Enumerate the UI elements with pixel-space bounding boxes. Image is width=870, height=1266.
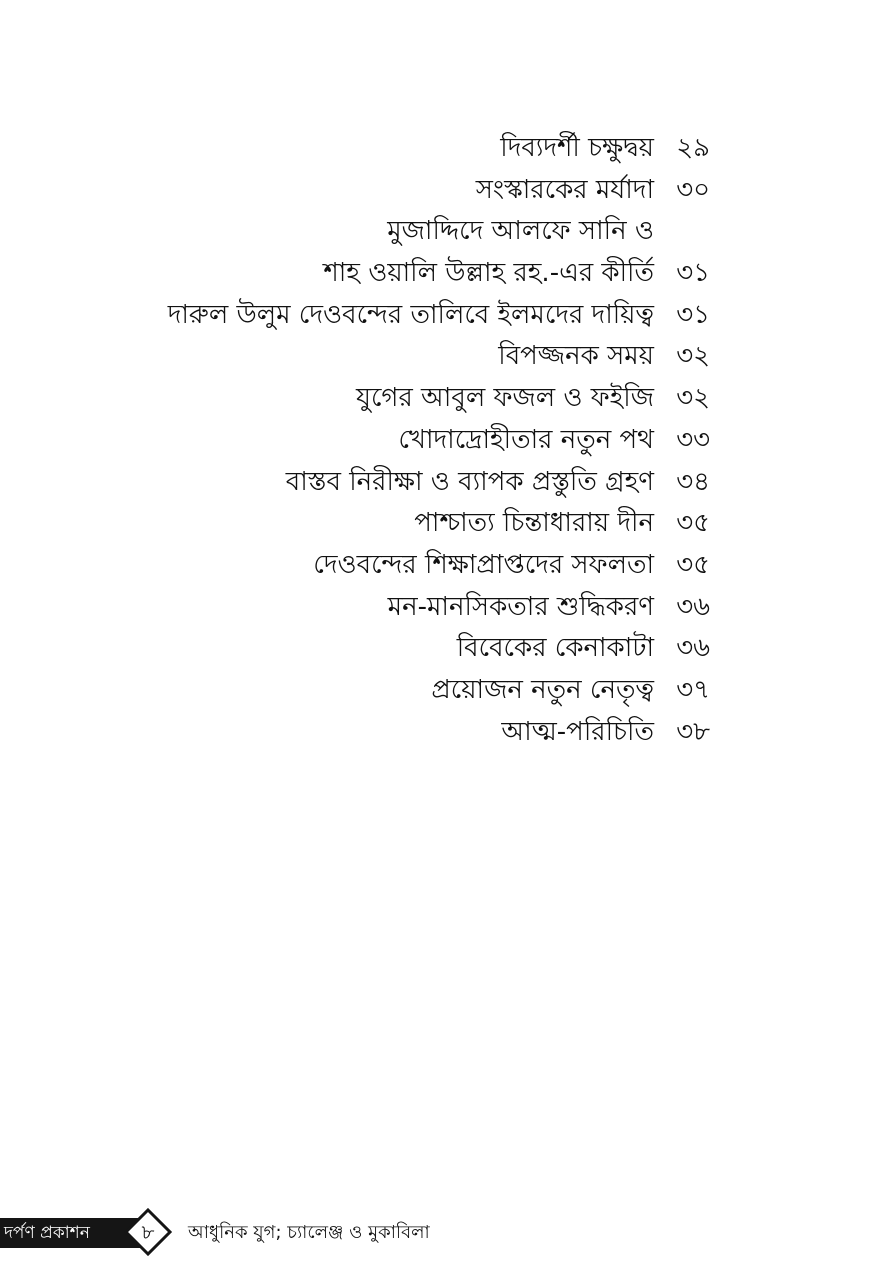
toc-entry <box>70 503 710 545</box>
toc-entry-title: দিব্যদর্শী চক্ষুদ্বয় <box>500 133 654 163</box>
toc-entry-page: ৩১ <box>676 258 710 289</box>
toc-entry-title: বিবেকের কেনাকাটা <box>456 633 654 664</box>
toc-entry-page: ৩৬ <box>676 633 710 664</box>
toc-entry-title: খোদাদ্রোহীতার নতুন পথ <box>398 424 654 455</box>
table-of-contents <box>70 128 710 753</box>
toc-entry <box>70 420 710 462</box>
toc-entry-title: বাস্তব নিরীক্ষা ও ব্যাপক প্রস্তুতি গ্রহণ <box>285 466 654 497</box>
toc-entry-page: ২৯ <box>676 133 710 163</box>
toc-entry-page: ৩৮ <box>676 716 710 747</box>
toc-entry-page: ৩২ <box>676 341 710 372</box>
toc-entry <box>70 128 710 170</box>
toc-entry-page: ৩৫ <box>676 549 710 580</box>
toc-entry-page: ৩৬ <box>676 591 710 622</box>
toc-entry-title: যুগের আবুল ফজল ও ফইজি <box>356 383 654 414</box>
publisher-band <box>0 1218 140 1248</box>
toc-entry <box>70 378 710 420</box>
toc-entry-title: শাহ ওয়ালি উল্লাহ রহ.-এর কীর্তি <box>323 258 654 289</box>
toc-entry-page: ৩৪ <box>676 466 710 497</box>
toc-entry-title: বিপজ্জনক সময় <box>498 341 654 372</box>
toc-entry <box>70 628 710 670</box>
publisher-name: দর্পণ প্রকাশন <box>4 1223 90 1243</box>
toc-entry-title: প্রয়োজন নতুন নেতৃত্ব <box>431 674 654 705</box>
toc-entry-page: ৩৭ <box>676 674 710 705</box>
toc-entry <box>70 545 710 587</box>
toc-entry-title: মুজাদ্দিদে আলফে সানি ও <box>387 216 654 247</box>
toc-entry <box>70 462 710 504</box>
toc-entry-title: দারুল উলুম দেওবন্দের তালিবে ইলমদের দায়িত্ব <box>167 299 654 330</box>
running-book-title: আধুনিক যুগ; চ্যালেঞ্জ ও মুকাবিলা <box>188 1222 430 1243</box>
toc-entry <box>70 712 710 754</box>
toc-entry-title: দেওবন্দের শিক্ষাপ্রাপ্তদের সফলতা <box>313 549 654 580</box>
toc-entry <box>70 670 710 712</box>
toc-entry-title: সংস্কারকের মর্যাদা <box>475 174 654 205</box>
toc-entry-title: পাশ্চাত্য চিন্তাধারায় দীন <box>414 508 654 539</box>
toc-entry <box>70 587 710 629</box>
toc-entry-page: ৩১ <box>676 299 710 330</box>
toc-entry <box>70 211 710 253</box>
toc-entry <box>70 295 710 337</box>
toc-entry-page: ৩৩ <box>676 424 710 455</box>
page-footer <box>0 1204 870 1262</box>
toc-entry <box>70 170 710 212</box>
toc-entry-title: মন-মানসিকতার শুদ্ধিকরণ <box>387 591 654 622</box>
page-number: ৮ <box>141 1220 155 1244</box>
toc-entry-page: ৩২ <box>676 383 710 414</box>
toc-entry <box>70 336 710 378</box>
toc-entry-page: ৩০ <box>676 174 710 205</box>
toc-entry <box>70 253 710 295</box>
toc-entry-page: ৩৫ <box>676 508 710 539</box>
toc-entry-title: আত্ম-পরিচিতি <box>501 716 654 747</box>
